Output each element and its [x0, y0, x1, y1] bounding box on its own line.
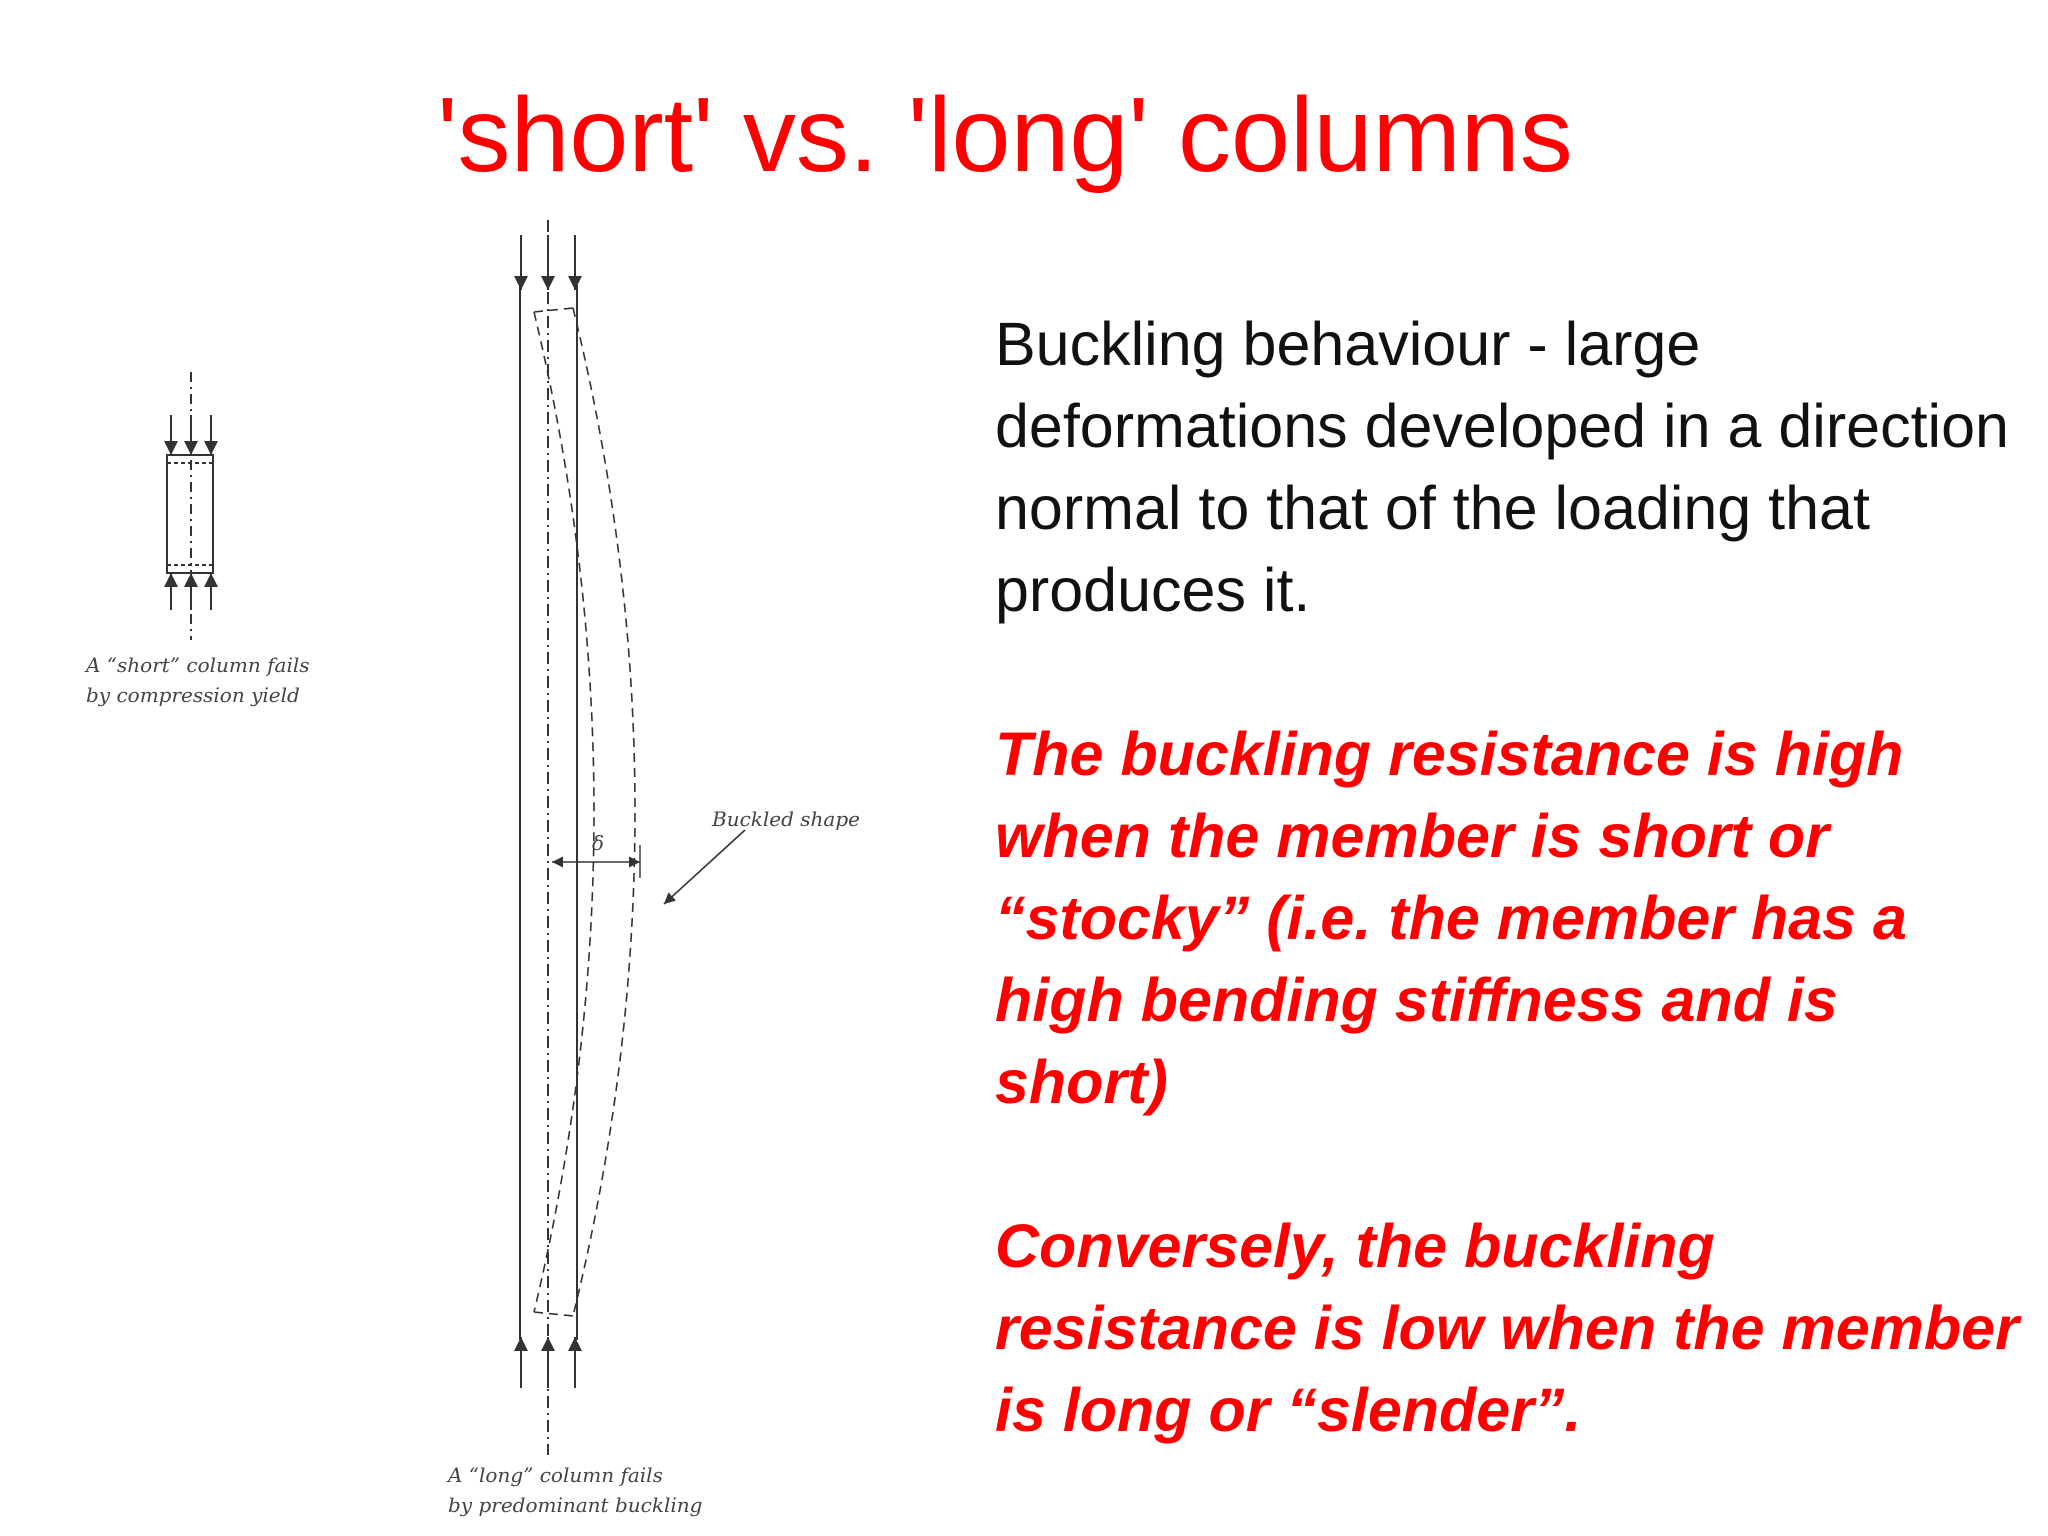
short-bottom-load-arrows: [171, 573, 211, 610]
long-top-load-arrows: [521, 235, 575, 290]
short-column-caption-2: by compression yield: [86, 683, 300, 707]
buckled-shape-leader: [664, 830, 745, 904]
delta-label: δ: [592, 831, 605, 855]
slender-paragraph: Conversely, the buckling resistance is low when the member is long or “slender”.: [995, 1212, 2019, 1444]
long-column-caption-2: by predominant buckling: [448, 1493, 703, 1517]
short-top-load-arrows: [171, 415, 211, 455]
long-column-caption-1: A “long” column fails: [448, 1463, 663, 1487]
short-column-caption-1: A “short” column fails: [86, 653, 310, 677]
column-diagram: [0, 0, 920, 1536]
buckled-shape: [534, 308, 635, 1316]
stocky-paragraph: The buckling resistance is high when the member is short or “stocky” (i.e. the member has a high bending stiffness and is short): [995, 720, 1907, 1116]
intro-paragraph: Buckling behaviour - large deformations developed in a direction normal to that of the loading that produces it.: [995, 310, 2009, 624]
long-column: [520, 220, 745, 1455]
body-text: [995, 303, 2025, 1451]
slide-title: 'short' vs. 'long' columns: [437, 76, 1573, 194]
long-bottom-load-arrows: [521, 1337, 575, 1388]
buckled-shape-label: Buckled shape: [712, 807, 860, 831]
short-column: [167, 372, 213, 640]
